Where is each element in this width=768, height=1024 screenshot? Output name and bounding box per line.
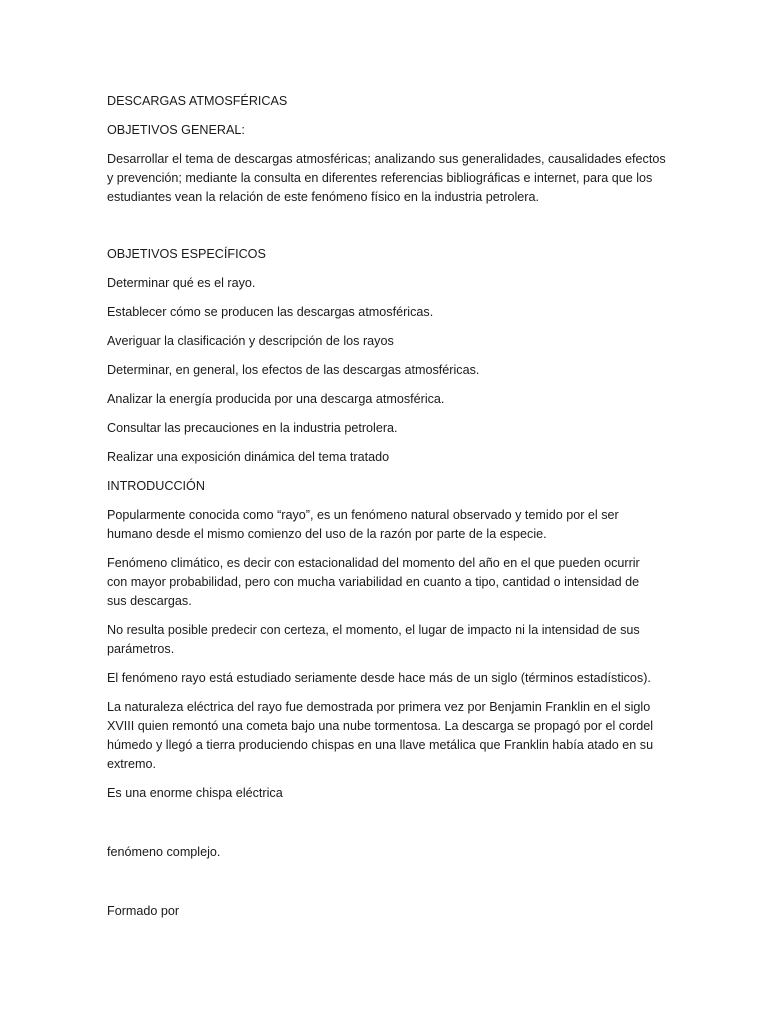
paragraph-line: Formado por <box>107 904 180 918</box>
paragraph-line: extremo. <box>107 757 156 771</box>
paragraph-line: parámetros. <box>107 642 175 656</box>
objective-list-item: Determinar qué es el rayo. <box>107 276 256 290</box>
objetivo-general-heading: OBJETIVOS GENERAL: <box>107 123 245 137</box>
objetivo-general-line: Desarrollar el tema de descargas atmosféricas; analizando sus generalidades, causalidades efectos <box>107 152 666 166</box>
paragraph-line: sus descargas. <box>107 594 192 608</box>
paragraph-line: fenómeno complejo. <box>107 845 221 859</box>
paragraph-line: XVIII quien remontó una cometa bajo una nube tormentosa. La descarga se propagó por el cordel <box>107 719 654 733</box>
paragraph-line: Popularmente conocida como “rayo”, es un fenómeno natural observado y temido por el ser <box>107 508 619 522</box>
paragraph-line: El fenómeno rayo está estudiado seriamente desde hace más de un siglo (términos estadísticos). <box>107 671 651 685</box>
objective-list-item: Establecer cómo se producen las descargas atmosféricas. <box>107 305 434 319</box>
objective-list-item: Consultar las precauciones en la industria petrolera. <box>107 421 398 435</box>
paragraph-line: húmedo y llegó a tierra produciendo chispas en una llave metálica que Franklin había atado en su <box>107 738 654 752</box>
objetivo-general-line: y prevención; mediante la consulta en diferentes referencias bibliográficas e internet, para que los <box>107 171 653 185</box>
document-title: DESCARGAS ATMOSFÉRICAS <box>107 94 288 108</box>
paragraph-line: La naturaleza eléctrica del rayo fue demostrada por primera vez por Benjamin Franklin en el siglo <box>107 700 651 714</box>
objective-list-item: Determinar, en general, los efectos de las descargas atmosféricas. <box>107 363 480 377</box>
paragraph-line: con mayor probabilidad, pero con mucha variabilidad en cuanto a tipo, cantidad o intensidad de <box>107 575 640 589</box>
paragraph-line: No resulta posible predecir con certeza, el momento, el lugar de impacto ni la intensidad de sus <box>107 623 640 637</box>
paragraph-line: Es una enorme chispa eléctrica <box>107 786 283 800</box>
paragraph-line: humano desde el mismo comienzo del uso de la razón por parte de la especie. <box>107 527 547 541</box>
objetivo-general-line: estudiantes vean la relación de este fenómeno físico en la industria petrolera. <box>107 190 539 204</box>
paragraph-line: Fenómeno climático, es decir con estacionalidad del momento del año en el que pueden ocurrir <box>107 556 640 570</box>
objective-list-item: Averiguar la clasificación y descripción de los rayos <box>107 334 394 348</box>
objetivos-especificos-heading: OBJETIVOS ESPECÍFICOS <box>107 247 266 261</box>
introduccion-heading: INTRODUCCIÓN <box>107 479 205 493</box>
objective-list-item: Analizar la energía producida por una descarga atmosférica. <box>107 392 445 406</box>
objective-list-item: Realizar una exposición dinámica del tema tratado <box>107 450 390 464</box>
